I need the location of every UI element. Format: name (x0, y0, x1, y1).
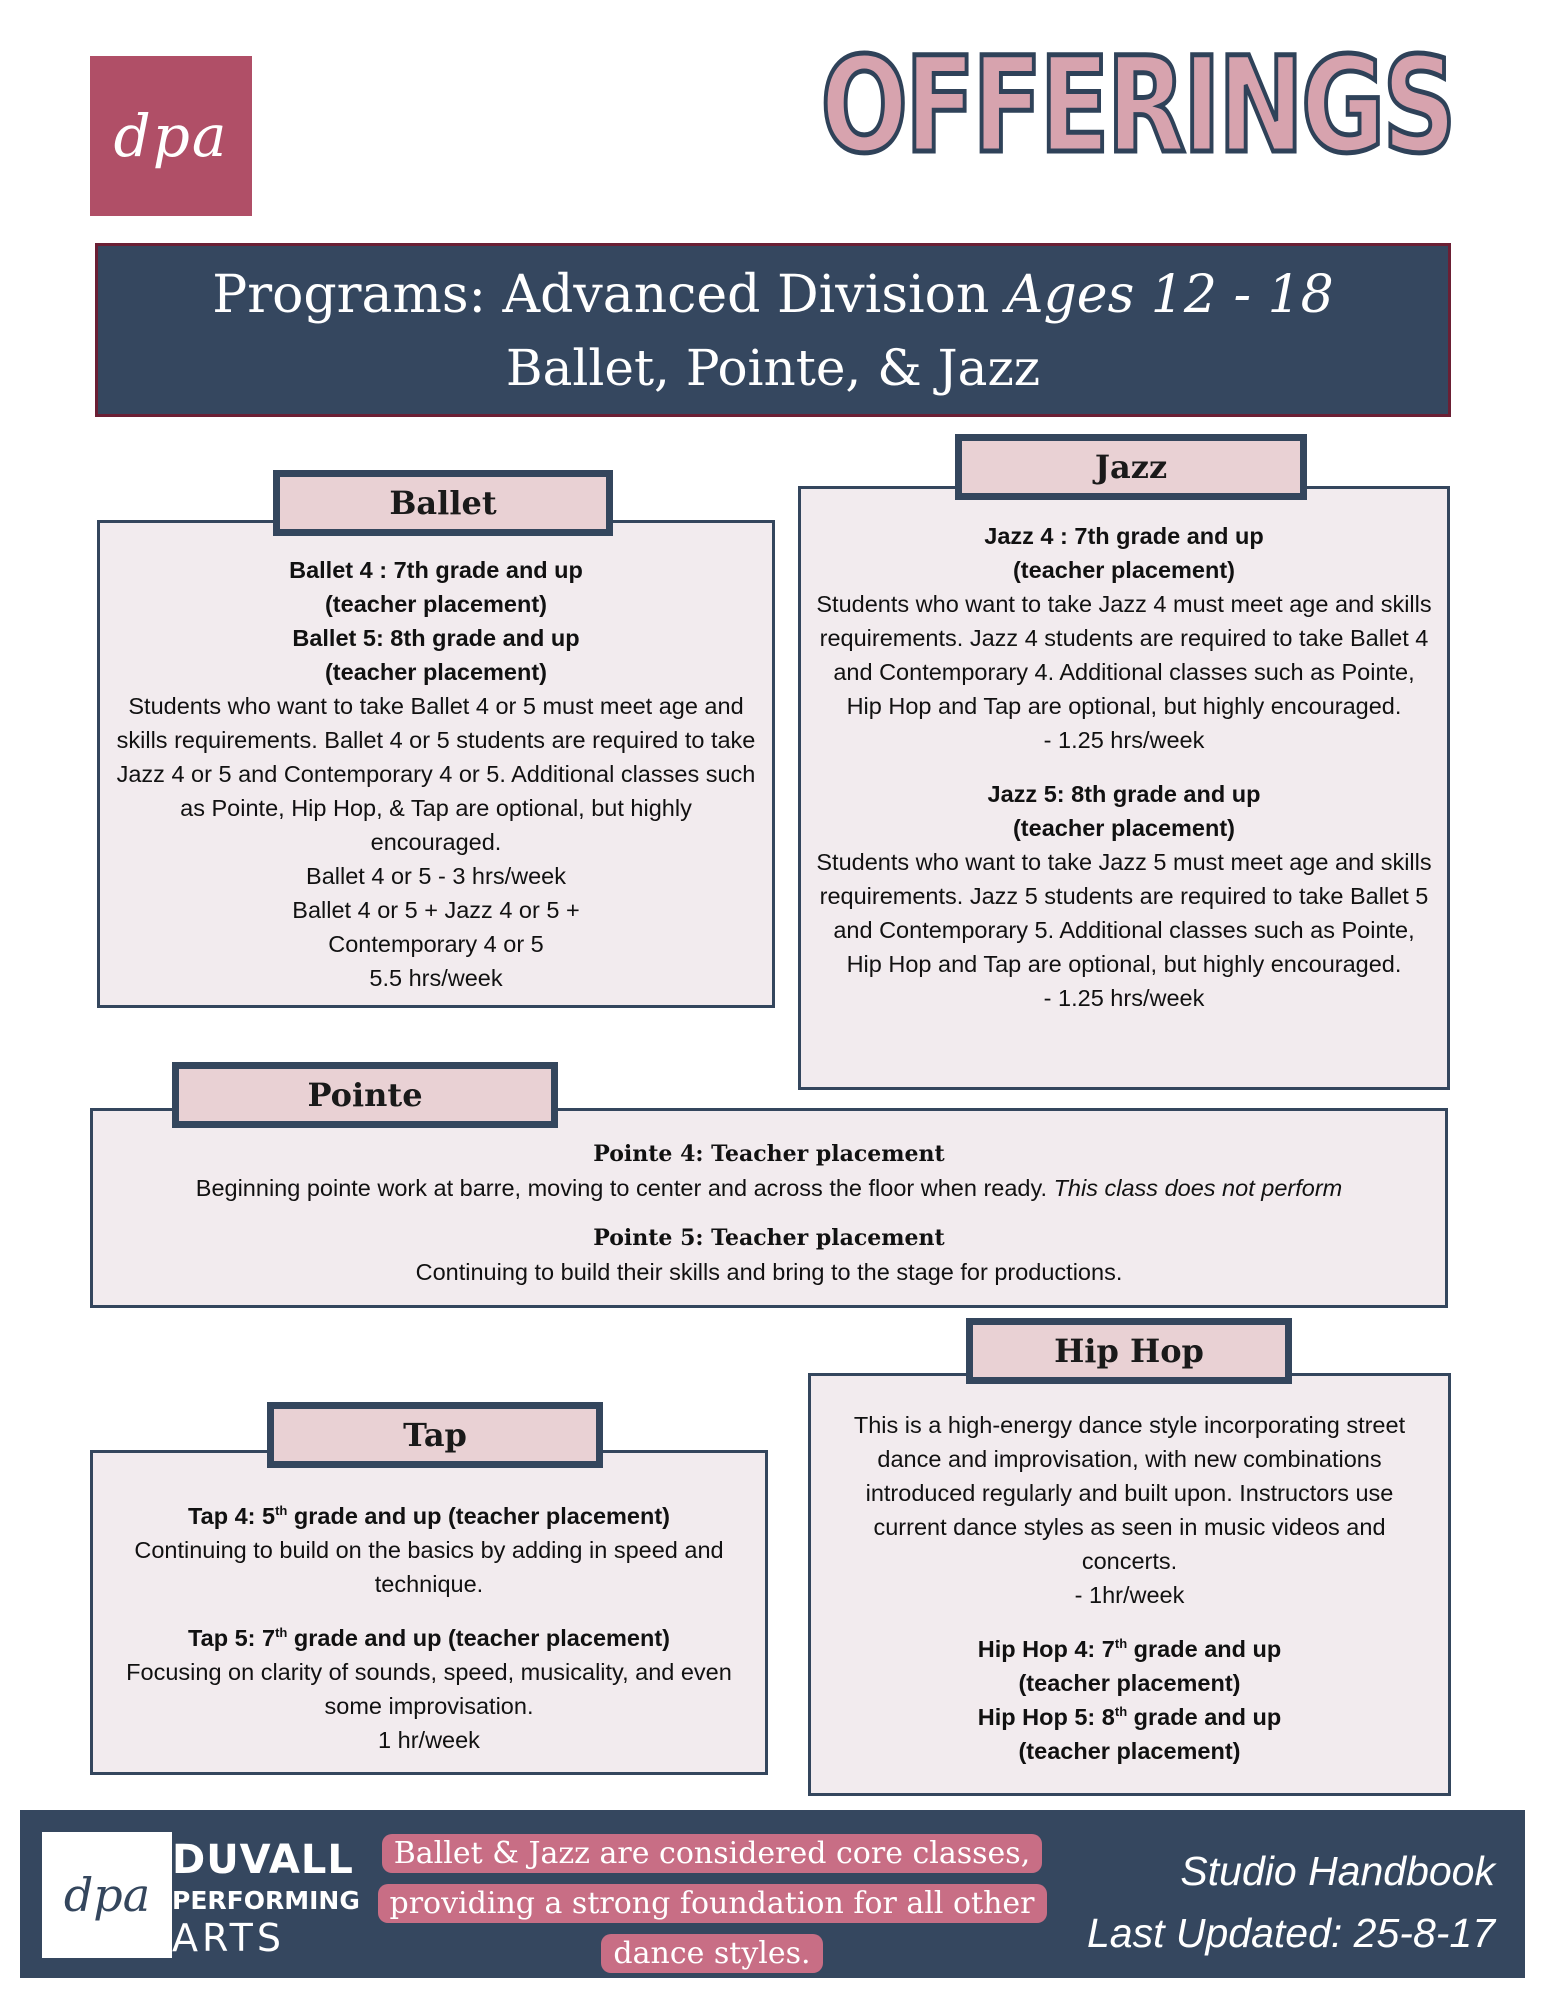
logo-mark: dpa (113, 102, 229, 170)
pointe-level4-note: This class does not perform (1053, 1175, 1343, 1201)
banner-ages: Ages 12 - 18 (1005, 265, 1334, 325)
tap-level4: Tap 4: 5th grade and up (teacher placement) (188, 1503, 670, 1529)
logo (90, 56, 252, 216)
tab-pointe: Pointe (172, 1062, 558, 1128)
ballet-section (97, 520, 775, 1008)
tab-jazz: Jazz (955, 434, 1307, 500)
tap-level4-description: Continuing to build on the basics by adding in speed and technique. (134, 1537, 724, 1597)
page-title: OFFERINGS (820, 29, 1453, 183)
pointe-level4-description (105, 1171, 1433, 1205)
banner-program: Programs: Advanced Division (212, 265, 990, 325)
hiphop-level5: Hip Hop 5: 8th grade and up (977, 1704, 1282, 1730)
jazz-level5: Jazz 5: 8th grade and up (987, 781, 1261, 807)
tab-ballet: Ballet (273, 470, 613, 536)
hiphop-description: This is a high-energy dance style incorporating street dance and improvisation, with new combinations introduced regularly and built upon. Instructors use current dance styles as seen in music videos and concerts. (853, 1412, 1406, 1574)
tab-tap: Tap (267, 1402, 603, 1468)
footer-handbook-title: Studio Handbook (1180, 1848, 1495, 1894)
jazz-level5-note: (teacher placement) (1012, 815, 1236, 841)
footer-last-updated: Last Updated: 25-8-17 (1087, 1910, 1495, 1956)
banner-line1 (98, 258, 1448, 333)
jazz-level4-description: Students who want to take Jazz 4 must meet age and skills requirements. Jazz 4 students are required to take Ballet 4 and Contemporary 4. Additional classes such as Pointe, Hip Hop and Tap are optional, but highly encouraged. (816, 591, 1432, 719)
hiphop-level5-note: (teacher placement) (1018, 1738, 1241, 1764)
hiphop-hours: - 1hr/week (1074, 1582, 1185, 1608)
ballet-level4: Ballet 4 : 7th grade and up (289, 557, 583, 583)
footer-handbook (1087, 1840, 1495, 1964)
jazz-section (798, 486, 1450, 1090)
footer-core-note: Ballet & Jazz are considered core classes, providing a strong foundation for all other dance styles. (367, 1829, 1057, 1979)
tap-level5-description: Focusing on clarity of sounds, speed, musicality, and even some improvisation. (126, 1659, 732, 1719)
tap-hours: 1 hr/week (378, 1727, 480, 1753)
ballet-combo-hours: 5.5 hrs/week (369, 965, 503, 991)
pointe-level4: Pointe 4: Teacher placement (593, 1141, 945, 1167)
footer-logo-mark: dpa (63, 1868, 151, 1922)
pointe-level4-desc: Beginning pointe work at barre, moving to center and across the floor when ready. (195, 1175, 1048, 1201)
footer (20, 1810, 1525, 1978)
pointe-section (90, 1108, 1448, 1308)
hiphop-level4-note: (teacher placement) (1018, 1670, 1241, 1696)
tap-level5: Tap 5: 7th grade and up (teacher placement) (188, 1625, 670, 1651)
ballet-description: Students who want to take Ballet 4 or 5 must meet age and skills requirements. Ballet 4 or 5 students are required to take Jazz 4 or 5 and Contemporary 4 or 5. Additional classes such as Pointe, Hip Hop, & Tap are optional, but highly encouraged. (116, 693, 756, 855)
jazz-level4: Jazz 4 : 7th grade and up (984, 523, 1264, 549)
pointe-level5: Pointe 5: Teacher placement (593, 1225, 945, 1251)
footer-logo (42, 1832, 172, 1958)
jazz-level5-description: Students who want to take Jazz 5 must meet age and skills requirements. Jazz 5 students are required to take Ballet 5 and Contemporary 5. Additional classes such as Pointe, Hip Hop and Tap are optional, but highly encouraged. (816, 849, 1432, 977)
footer-studio-name: DUVALL PERFORMING ARTS (172, 1837, 360, 1960)
program-banner (95, 243, 1451, 417)
jazz-level4-note: (teacher placement) (1012, 557, 1236, 583)
jazz-level5-hours: - 1.25 hrs/week (1043, 985, 1205, 1011)
hiphop-section (808, 1373, 1451, 1796)
ballet-level5: Ballet 5: 8th grade and up (292, 625, 580, 651)
banner-line2: Ballet, Pointe, & Jazz (505, 339, 1041, 398)
hiphop-level4: Hip Hop 4: 7th grade and up (977, 1636, 1282, 1662)
ballet-level5-note: (teacher placement) (324, 659, 548, 685)
pointe-level5-description: Continuing to build their skills and bring to the stage for productions. (415, 1259, 1123, 1285)
tab-hiphop: Hip Hop (966, 1318, 1292, 1384)
jazz-level4-hours: - 1.25 hrs/week (1043, 727, 1205, 753)
ballet-level4-note: (teacher placement) (324, 591, 548, 617)
ballet-combo-line1: Ballet 4 or 5 + Jazz 4 or 5 + (292, 897, 580, 923)
tap-section (90, 1450, 768, 1775)
ballet-hours: Ballet 4 or 5 - 3 hrs/week (306, 863, 566, 889)
ballet-combo-line2: Contemporary 4 or 5 (328, 931, 544, 957)
